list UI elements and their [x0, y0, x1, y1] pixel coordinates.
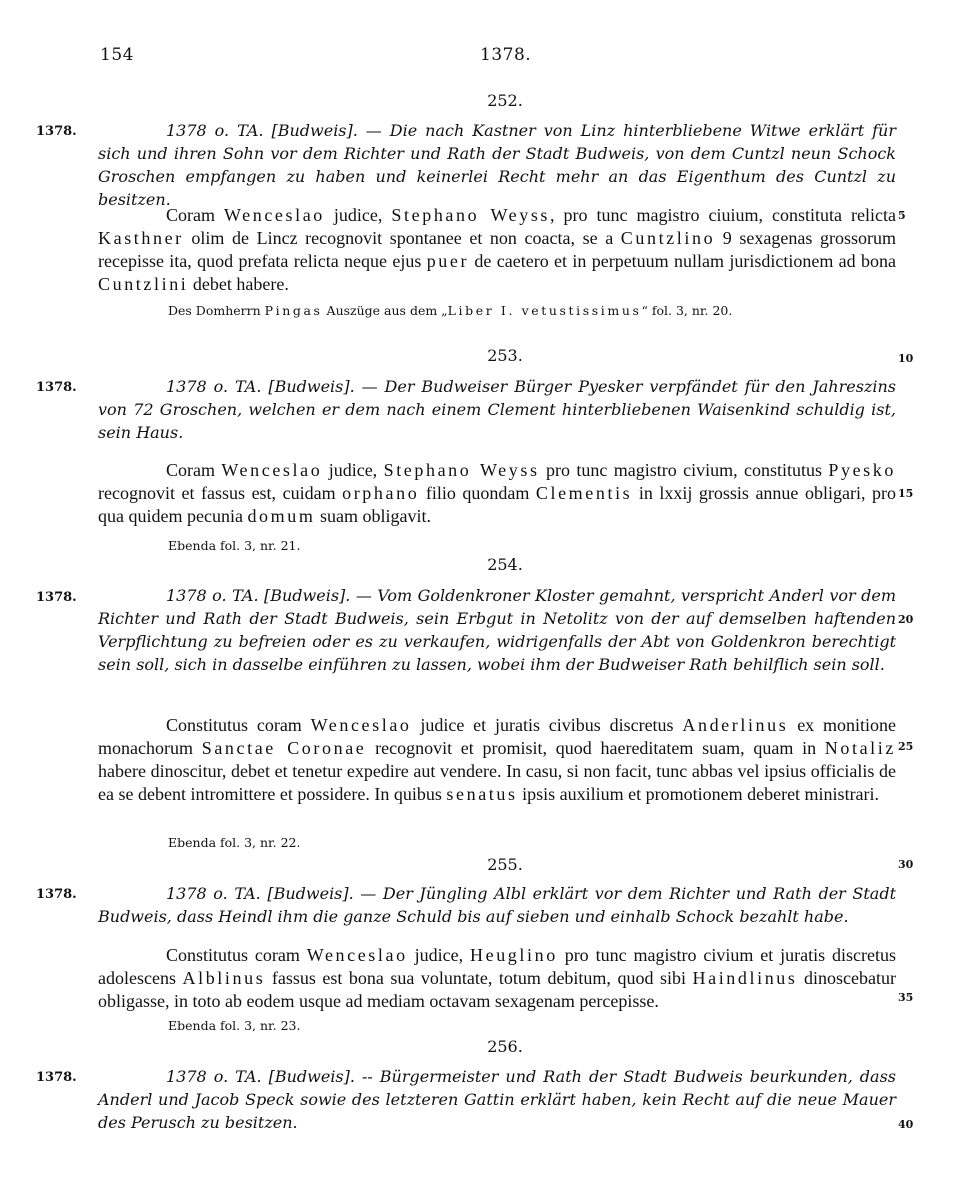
entry-number-255: 255.: [487, 855, 523, 874]
regest-255: [98, 882, 896, 928]
regest-text-254: 1378 o. TA. [Budweis]. — Vom Goldenkroner Kloster gemahnt, verspricht Anderl vor dem Richter und Rath der Stadt Budweis, sein Erbgut in Netolitz von der auf demselben haftenden Verpflichtung zu befreien oder es zu verkaufen, widrigenfalls der Abt von Goldenkron berechtigt sein soll, sich in dasselbe einführen zu lassen, wobei ihm der Budweiser Rath behilflich sein soll.: [98, 586, 896, 674]
document-body-252: Coram Wenceslao judice, Stephano Weyss, pro tunc magistro ciuium, constituta relicta Kasthner olim de Lincz recognovit spontanee et non coacta, se a Cuntzlino 9 sexagenas grossorum recepisse ita, quod prefata relicta neque ejus puer de caetero et in perpetuum nullam jurisdictionem ad bona Cuntzlini debet habere.: [98, 205, 896, 294]
entry-number-252: 252.: [487, 91, 523, 110]
margin-year-256: 1378.: [36, 1070, 77, 1085]
margin-year-254: 1378.: [36, 590, 77, 605]
source-citation-253: Ebenda fol. 3, nr. 21.: [168, 538, 301, 553]
regest-text-255: 1378 o. TA. [Budweis]. — Der Jüngling Albl erklärt vor dem Richter und Rath der Stadt Budweis, dass Heindl ihm die ganze Schuld bis auf sieben und einhalb Schock bezahlt habe.: [98, 884, 896, 926]
line-number-5: 5: [898, 209, 906, 222]
source-citation-252: Des Domherrn Pingas Auszüge aus dem „Liber I. vetustissimus“ fol. 3, nr. 20.: [168, 303, 733, 318]
line-number-35: 35: [898, 991, 914, 1004]
document-body-253: Coram Wenceslao judice, Stephano Weyss pro tunc magistro civium, constitutus Pyesko recognovit et fassus est, cuidam orphano filio quondam Clementis in lxxij grossis annue obligari, pro qua quidem pecunia domum suam obligavit.: [98, 460, 896, 526]
line-number-15: 15: [898, 487, 914, 500]
regest-252: [98, 119, 896, 211]
document-body-254: Constitutus coram Wenceslao judice et juratis civibus discretus Anderlinus ex monitione monachorum Sanctae Coronae recognovit et promisit, quod haereditatem suam, quam in Notaliz habere dinoscitur, debet et tenetur expedire aut vendere. In casu, si non facit, tunc abbas vel ipsius officialis de ea se debent intromittere et possidere. In quibus senatus ipsis auxilium et promotionem deberet ministrari.: [98, 715, 896, 804]
entry-number-256: 256.: [487, 1037, 523, 1056]
regest-text-252: 1378 o. TA. [Budweis]. — Die nach Kastner von Linz hinterbliebene Witwe erklärt für sich und ihren Sohn vor dem Richter und Rath der Stadt Budweis, von dem Cuntzl neun Schock Groschen empfangen zu haben und keinerlei Recht mehr an das Eigenthum des Cuntzl zu besitzen.: [98, 121, 896, 209]
line-number-40: 40: [898, 1118, 914, 1131]
regest-254: [98, 584, 896, 676]
line-number-30: 30: [898, 858, 914, 871]
line-number-25: 25: [898, 740, 914, 753]
entry-number-254: 254.: [487, 555, 523, 574]
page-number: 154: [100, 45, 134, 65]
regest-text-253: 1378 o. TA. [Budweis]. — Der Budweiser Bürger Pyesker verpfändet für den Jahreszins von 72 Groschen, welchen er dem nach einem Clement hinterbliebenen Waisenkind schuldig ist, sein Haus.: [98, 377, 896, 442]
margin-year-252: 1378.: [36, 124, 77, 139]
regest-256: [98, 1065, 896, 1134]
regest-text-256: 1378 o. TA. [Budweis]. -- Bürgermeister und Rath der Stadt Budweis beurkunden, dass Anderl und Jacob Speck sowie des letzteren Gattin erklärt haben, kein Recht auf die neue Mauer des Perusch zu besitzen.: [98, 1067, 896, 1132]
running-head-year: 1378.: [480, 45, 532, 65]
line-number-20: 20: [898, 613, 914, 626]
margin-year-255: 1378.: [36, 887, 77, 902]
line-number-10: 10: [898, 352, 914, 365]
document-body-255: Constitutus coram Wenceslao judice, Heuglino pro tunc magistro civium et juratis discretus adolescens Alblinus fassus est bona sua voluntate, totum debitum, quod sibi Haindlinus dinoscebatur obligasse, in toto ab eodem usque ad mediam octavam sexagenam percepisse.: [98, 945, 897, 1011]
entry-number-253: 253.: [487, 346, 523, 365]
regest-253: [98, 375, 896, 444]
margin-year-253: 1378.: [36, 380, 77, 395]
source-citation-255: Ebenda fol. 3, nr. 23.: [168, 1018, 301, 1033]
source-citation-254: Ebenda fol. 3, nr. 22.: [168, 835, 301, 850]
